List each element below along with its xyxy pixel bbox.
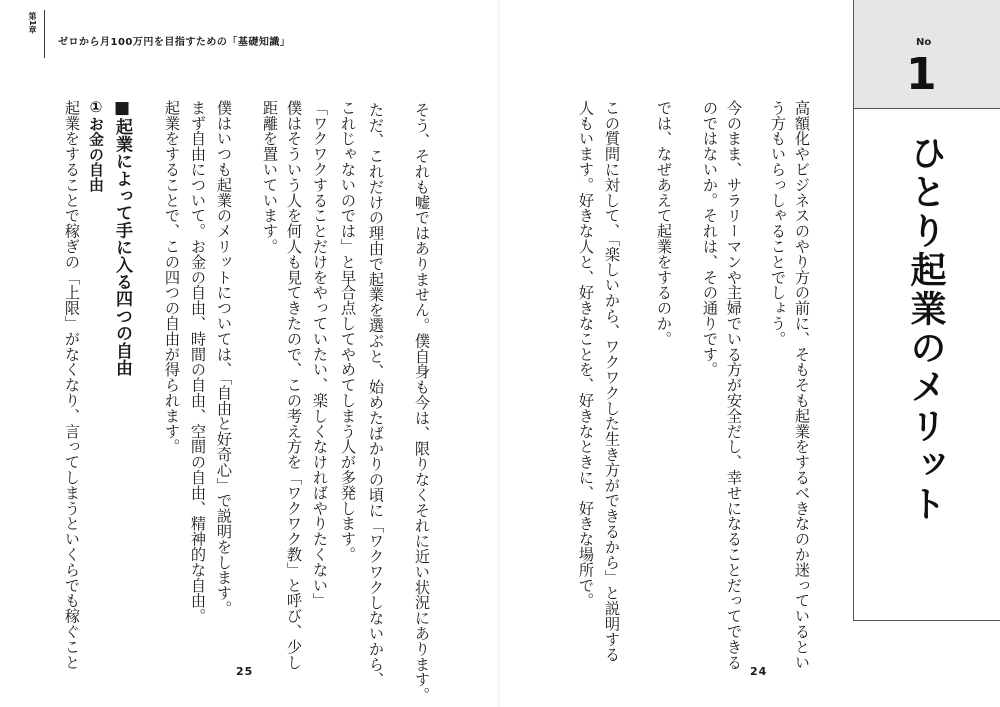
section-title: ひとり起業のメリット: [905, 134, 946, 524]
body-line: 高額化やビジネスのやり方の前に、そもそも起業をするべきなのか迷っているとい: [793, 100, 811, 670]
section-heading: ■起業によって手に入る四つの自由: [112, 98, 132, 377]
body-line: う方もいらっしゃることでしょう。: [769, 100, 787, 347]
body-line: 僕はいつも起業のメリットについては、「自由と好奇心」で説明をします。: [215, 100, 233, 616]
body-line: 起業をすることで、この四つの自由が得られます。: [163, 100, 181, 455]
section-subheading: ①お金の自由: [87, 98, 105, 193]
body-line: ただ、これだけの理由で起業を選ぶと、始めたばかりの頃に「ワクワクしないから、: [367, 102, 385, 688]
running-head-title: ゼロから月100万円を目指すための「基礎知識」: [58, 37, 291, 48]
body-line: 人もいます。好きな人と、好きなことを、好きなときに、好きな場所で。: [577, 100, 595, 609]
body-line: 「ワクワクすることだけをやっていたい、楽しくなければやりたくない」: [311, 100, 329, 609]
running-head-divider: [44, 10, 45, 58]
body-line: 今のまま、サラリーマンや主婦でいる方が安全だし、幸せになることだってできる: [725, 100, 743, 670]
body-line: この質問に対して、「楽しいから、ワクワクした生き方ができるから」と説明する: [603, 100, 621, 663]
section-number-band: [854, 0, 1000, 109]
page-number: 25: [236, 665, 254, 678]
body-line: これじゃないのでは」と早合点してやめてしまう人が多発します。: [339, 100, 357, 562]
page-number: 24: [750, 665, 768, 678]
section-title-panel: [853, 0, 1000, 621]
body-line: では、なぜあえて起業をするのか。: [655, 100, 673, 347]
body-line: 僕はそういう人を何人も見てきたので、この考え方を「ワクワク教」と呼び、少し: [285, 100, 303, 670]
body-line: 起業をすることで稼ぎの「上限」がなくなり、言ってしまうといくらでも稼ぐこと: [63, 100, 81, 670]
body-line: まず自由について。お金の自由、時間の自由、空間の自由、精神的な自由。: [189, 100, 207, 624]
body-line: 距離を置いています。: [261, 100, 279, 254]
section-number: 1: [906, 49, 937, 100]
body-line: そう、それも嘘ではありません。僕自身も今は、限りなくそれに近い状況にあります。: [413, 102, 431, 703]
chapter-label: 第1章: [28, 12, 37, 34]
section-number-label: No: [916, 37, 932, 48]
body-line: のではないか。それは、その通りです。: [701, 100, 719, 378]
